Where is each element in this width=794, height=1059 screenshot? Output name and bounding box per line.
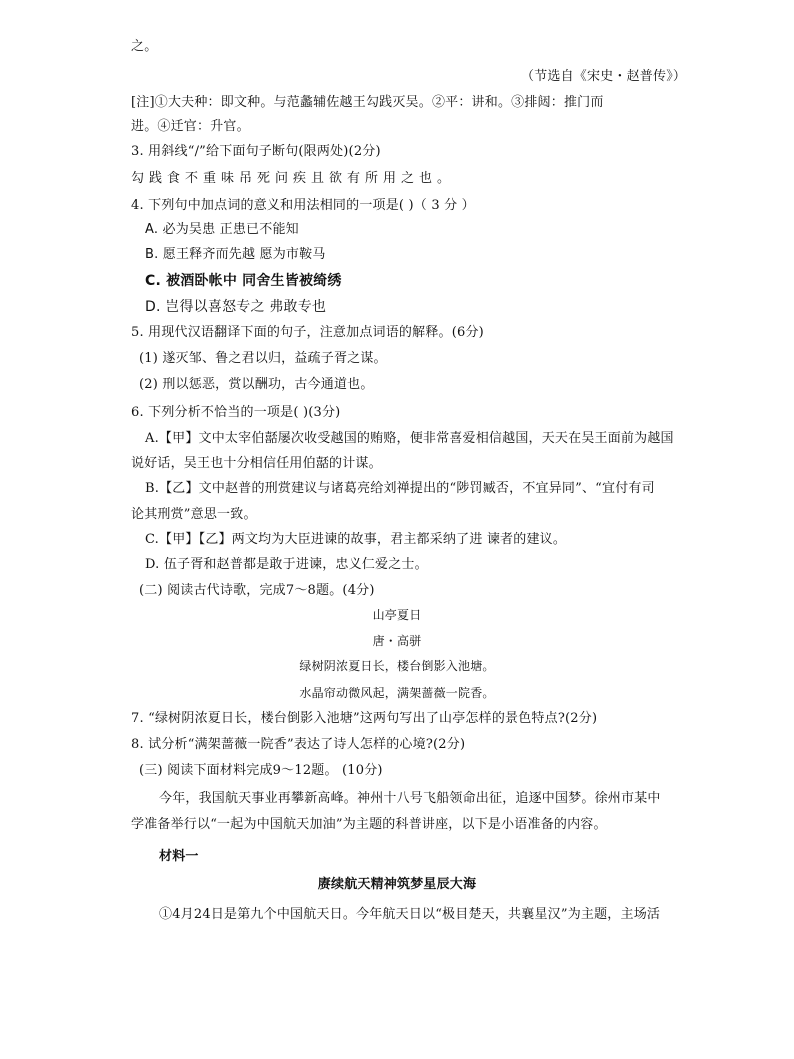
- question-7: 7. “绿树阴浓夏日长，楼台倒影入池塘”这两句写出了山亭怎样的景色特点?(2分): [131, 711, 598, 726]
- text-line-continuation: 之。: [131, 39, 158, 54]
- question-6-option-c: C.【甲】【乙】两文均为大臣进谏的故事，君主都采纳了进 谏者的建议。: [145, 532, 567, 547]
- question-4-option-d: D. 岂得以喜怒专之 弗敢专也: [145, 299, 327, 315]
- material-1-title: 赓续航天精神筑梦星辰大海: [317, 877, 477, 892]
- question-3-sentence: 勾践食不重味吊死问疾且欲有所用之也。: [131, 171, 456, 186]
- question-6-option-d: D. 伍子胥和赵普都是敢于进谏，忠义仁爱之士。: [145, 557, 428, 572]
- poem-title: 山亭夏日: [372, 608, 422, 622]
- poem-line-2: 水晶帘动微风起，满架蔷薇一院香。: [299, 686, 495, 700]
- annotation-note-continued: 进。④迁官：升官。: [131, 119, 250, 134]
- material-1-paragraph-1: ①4月24日是第九个中国航天日。今年航天日以“极目楚天，共襄星汉”为主题，主场活: [159, 907, 661, 922]
- poem-line-1: 绿树阴浓夏日长，楼台倒影入池塘。: [299, 659, 495, 673]
- question-5-item-1: (1) 遂灭邹、鲁之君以归，益疏子胥之谋。: [139, 351, 387, 366]
- section-3-heading: (三) 阅读下面材料完成9～12题。 (10分): [139, 763, 383, 778]
- question-3: 3. 用斜线“/”给下面句子断句(限两处)(2分): [131, 144, 381, 159]
- question-5: 5. 用现代汉语翻译下面的句子，注意加点词语的解释。(6分): [131, 325, 484, 340]
- question-8: 8. 试分析“满架蔷薇一院香”表达了诗人怎样的心境?(2分): [131, 737, 466, 752]
- question-4-option-c: C. 被酒卧帐中 同舍生皆被绮绣: [145, 273, 342, 289]
- annotation-note: [注]①大夫种：即文种。与范蠡辅佐越王勾践灭吴。②平：讲和。③排闼：推门而: [131, 95, 604, 110]
- question-6: 6. 下列分析不恰当的一项是( )(3分): [131, 405, 341, 420]
- question-6-option-b-continued: 论其刑赏”意思一致。: [131, 507, 257, 522]
- poem-author: 唐・高骈: [372, 634, 422, 648]
- section-2-heading: (二) 阅读古代诗歌，完成7～8题。(4分): [139, 583, 375, 598]
- question-5-item-2: (2) 刑以惩恶，赏以酬功，古今通道也。: [139, 377, 374, 392]
- question-4-option-a: A. 必为吴患 正患已不能知: [145, 222, 299, 237]
- question-6-option-b: B.【乙】文中赵普的刑赏建议与诸葛亮给刘禅提出的“陟罚臧否，不宜异同”、“宜付有司: [145, 481, 655, 496]
- question-6-option-a-continued: 说好话，吴王也十分相信任用伯嚭的计谋。: [131, 456, 382, 471]
- material-1-label: 材料一: [159, 849, 199, 864]
- section-3-intro-continued: 学准备举行以“一起为中国航天加油”为主题的科普讲座，以下是小语准备的内容。: [131, 817, 607, 832]
- question-4-option-b: B. 愿王释齐而先越 愿为市鞍马: [145, 247, 326, 262]
- section-3-intro: 今年，我国航天事业再攀新高峰。神州十八号飞船领命出征，追逐中国梦。徐州市某中: [159, 791, 661, 806]
- question-6-option-a: A.【甲】文中太宰伯嚭屡次收受越国的贿赂，便非常喜爱相信越国，天天在吴王面前为越国: [145, 431, 674, 446]
- source-citation: （节选自《宋史・赵普传》）: [521, 69, 687, 84]
- question-4: 4. 下列句中加点词的意义和用法相同的一项是( )（ 3 分 ）: [131, 198, 475, 213]
